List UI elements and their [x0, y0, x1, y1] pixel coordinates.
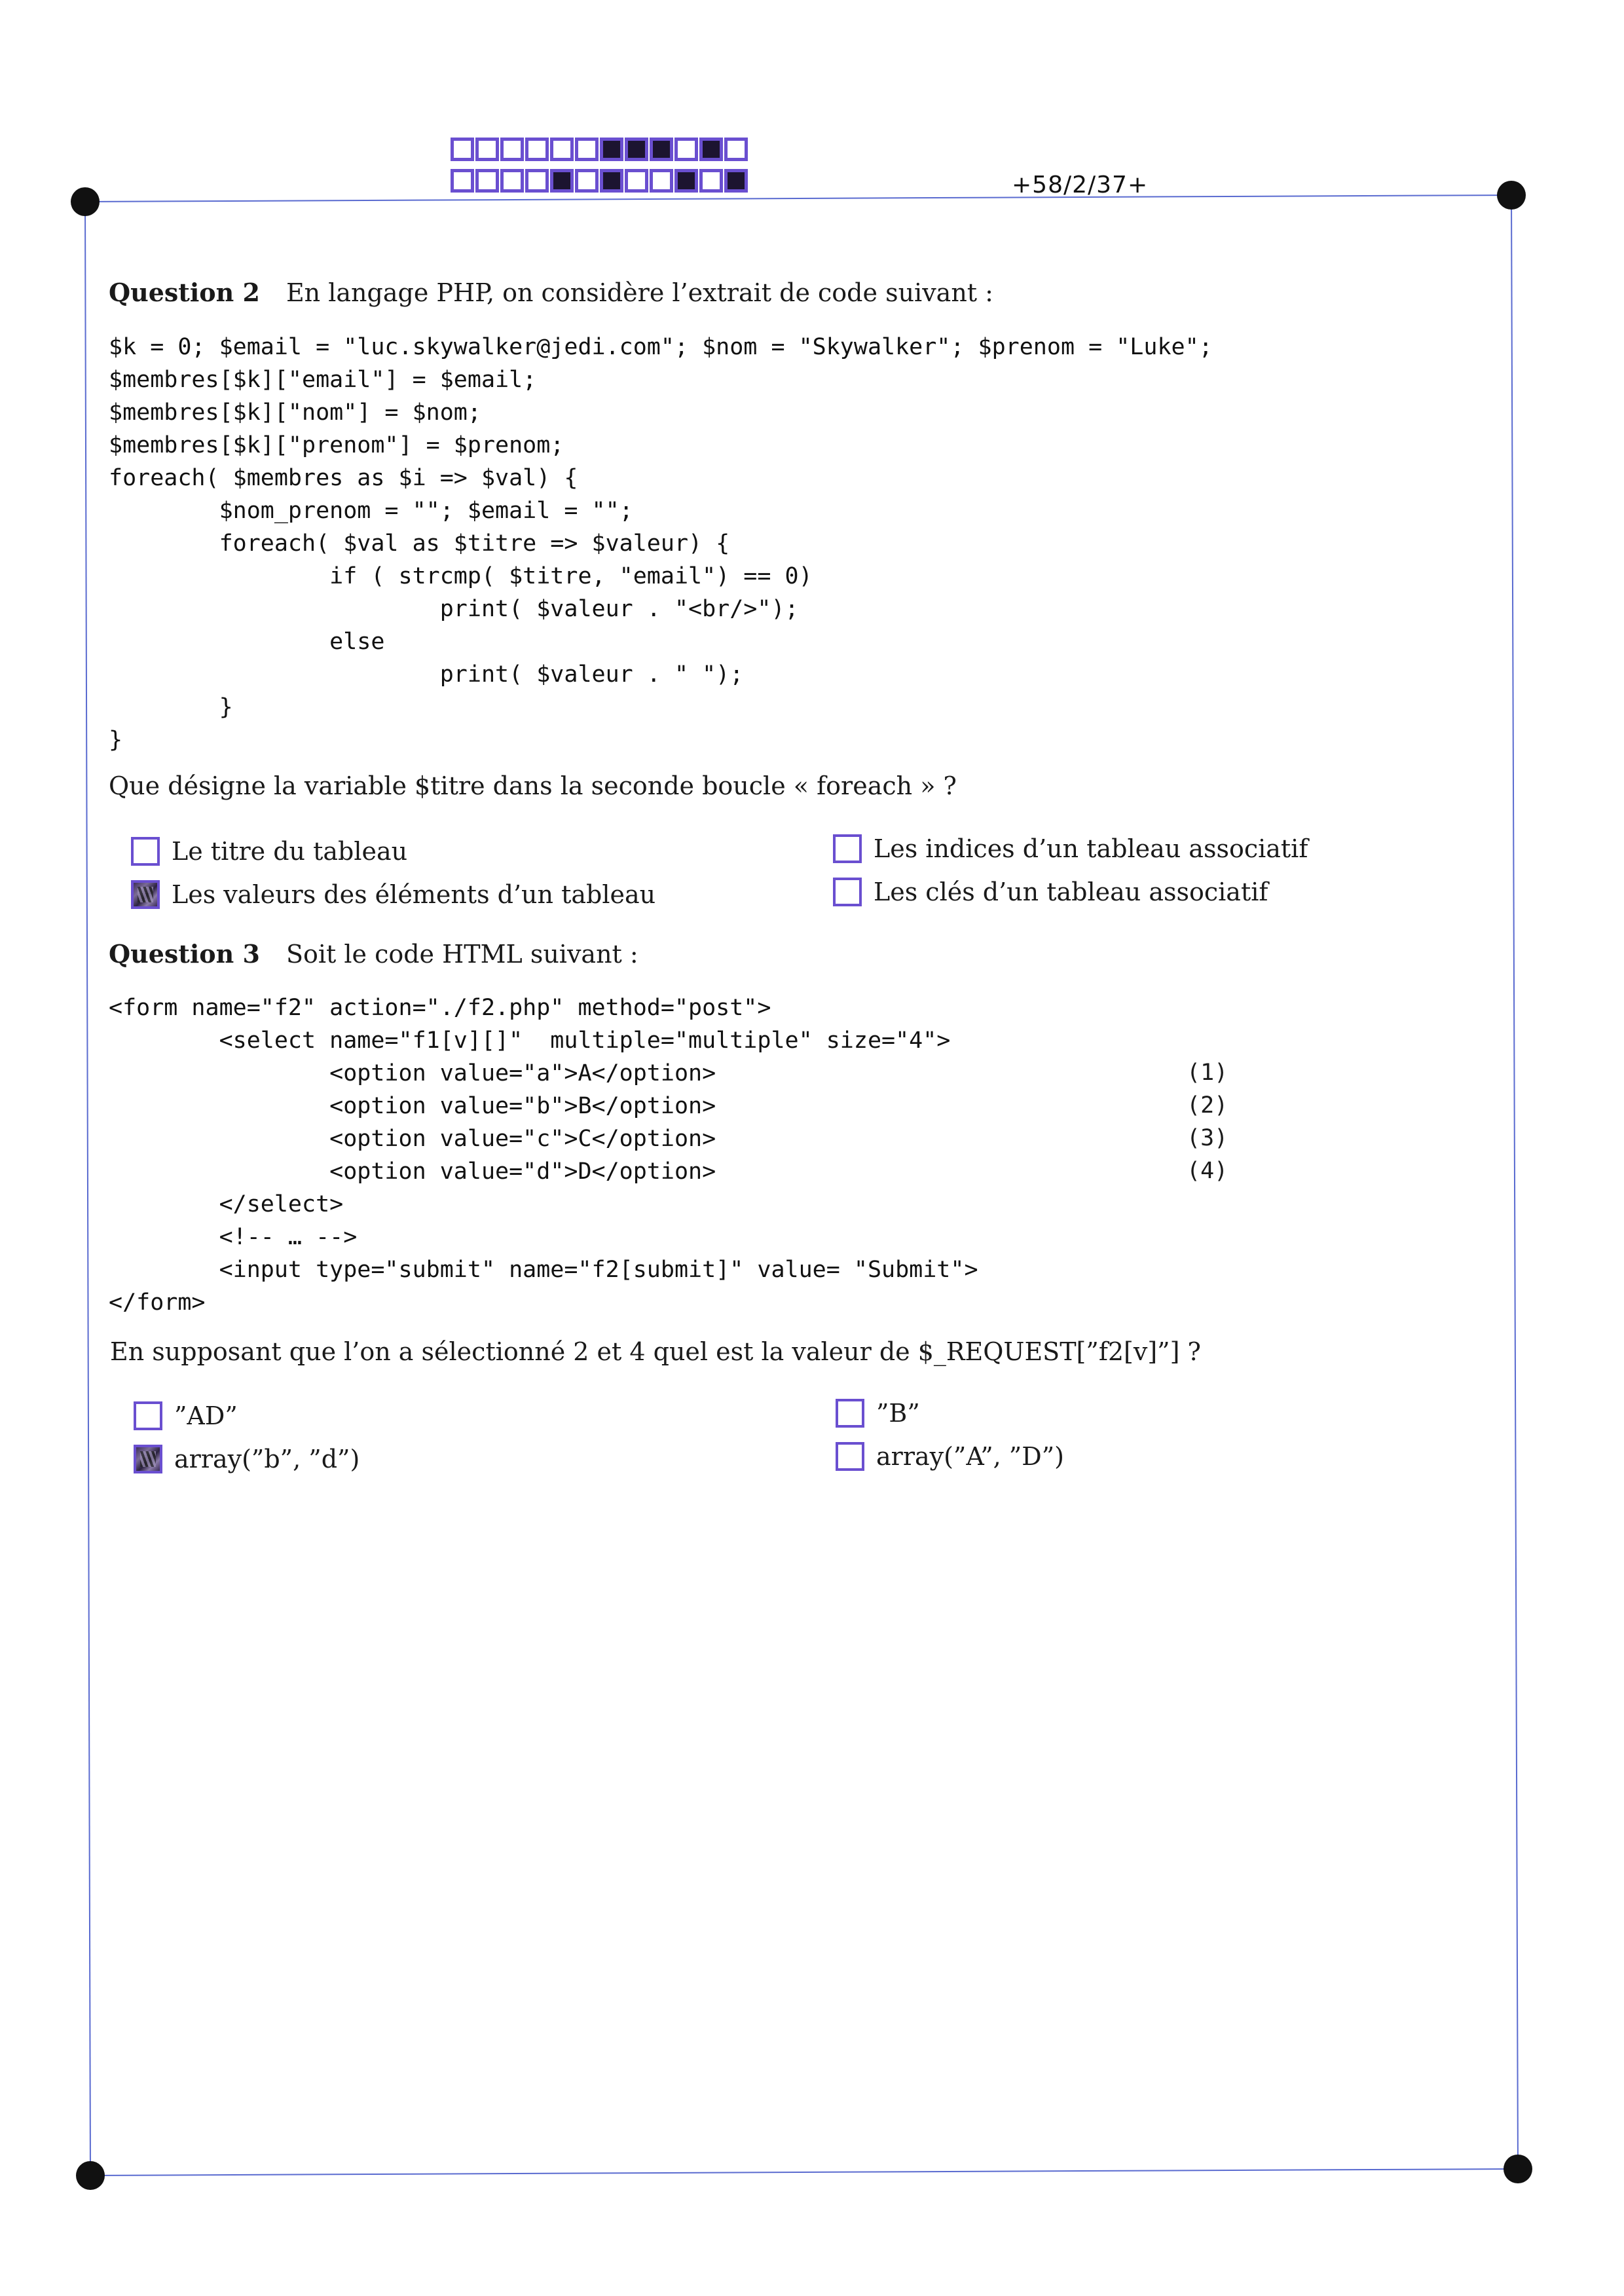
question-2-title: [109, 278, 993, 307]
choice-label: ”AD”: [174, 1401, 238, 1430]
binary-id-code-row-1: [451, 138, 748, 161]
corner-marker-bottom-right: [1504, 2155, 1532, 2183]
choice-label: array(”A”, ”D”): [876, 1442, 1064, 1471]
choice-label: array(”b”, ”d”): [174, 1445, 360, 1473]
page-id: +58/2/37+: [1012, 172, 1149, 198]
question-3-title: [109, 939, 638, 969]
choice-label: Les indices d’un tableau associatif: [874, 834, 1308, 863]
question-2-choice-2[interactable]: [131, 880, 655, 909]
question-3-label: Question 3: [109, 939, 260, 969]
checkbox[interactable]: [833, 878, 862, 906]
choice-label: ”B”: [876, 1399, 920, 1428]
question-3-code: <form name="f2" action="./f2.php" method="post"> <select name="f1[v][]" multiple="multiple" size="4"> <option value="a">A</option> <option value="b">B</option> <option value="c">C</option> <option value="d">D</option> </select> <!-- … --> <input type="submit" name="f2[submit]" value= "Submit"> </form>: [109, 995, 978, 1316]
checkbox[interactable]: [134, 1401, 162, 1430]
question-3-intro: Soit le code HTML suivant :: [286, 940, 638, 969]
question-3-choice-4[interactable]: [836, 1442, 1064, 1471]
choice-label: Le titre du tableau: [172, 837, 408, 866]
question-3-option-numbers: (1) (2) (3) (4): [1187, 1060, 1228, 1184]
corner-marker-bottom-left: [76, 2161, 105, 2190]
corner-marker-top-right: [1497, 181, 1526, 210]
question-3-choice-1[interactable]: [134, 1401, 238, 1430]
question-2-intro: En langage PHP, on considère l’extrait de code suivant :: [286, 278, 993, 307]
choice-label: Les valeurs des éléments d’un tableau: [172, 880, 656, 909]
question-2-choice-3[interactable]: [833, 834, 1308, 863]
question-3-choice-2[interactable]: [134, 1445, 360, 1473]
binary-id-code-row-2: [451, 169, 748, 193]
question-2-label: Question 2: [109, 278, 260, 307]
checkbox[interactable]: [131, 837, 160, 866]
corner-marker-top-left: [71, 187, 100, 216]
checkbox-checked[interactable]: [131, 880, 160, 909]
question-2-choice-1[interactable]: [131, 837, 407, 866]
question-3-prompt: En supposant que l’on a sélectionné 2 et 4 quel est la valeur de $_REQUEST[”f2[v]”] ?: [110, 1337, 1201, 1366]
choice-label: Les clés d’un tableau associatif: [874, 878, 1268, 906]
checkbox[interactable]: [833, 834, 862, 863]
question-2-prompt: Que désigne la variable $titre dans la seconde boucle « foreach » ?: [109, 771, 957, 800]
checkbox[interactable]: [836, 1399, 864, 1428]
checkbox[interactable]: [836, 1442, 864, 1471]
question-2-choice-4[interactable]: [833, 878, 1268, 906]
question-2-code: $k = 0; $email = "luc.skywalker@jedi.com"; $nom = "Skywalker"; $prenom = "Luke"; $membres[$k]["email"] = $email; $membres[$k]["nom"] = $nom; $membres[$k]["prenom"] = $prenom; foreach( $membres as $i => $val) { $nom_prenom = ""; $email = ""; foreach( $val as $titre => $valeur) { if ( strcmp( $titre, "email") == 0) print( $valeur . "<br/>"); else print( $valeur . " "); } }: [109, 334, 1213, 753]
question-3-choice-3[interactable]: [836, 1399, 920, 1428]
checkbox-checked[interactable]: [134, 1445, 162, 1473]
